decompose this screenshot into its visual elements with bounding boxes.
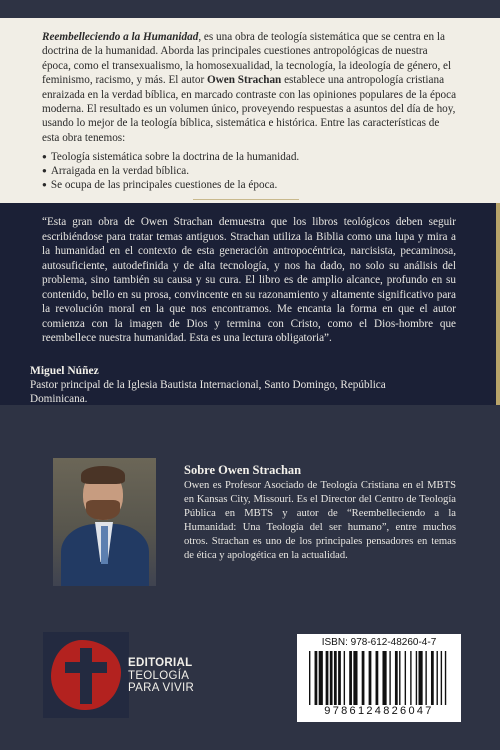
publisher-line-2: TEOLOGÍA [128, 669, 190, 682]
barcode-bar [334, 651, 337, 705]
photo-beard [86, 500, 120, 520]
isbn-label: ISBN: 978-612-48260-4-7 [321, 637, 437, 648]
barcode-bars [309, 651, 449, 705]
barcode-digits: 9786124826047 [324, 705, 434, 717]
barcode-bar [382, 651, 386, 705]
barcode-bar [410, 651, 411, 705]
endorser-role: Pastor principal de la Iglesia Bautista Internacional, Santo Domingo, República Dominicana. [30, 379, 386, 405]
book-title: Reembelleciendo a la Humanidad [42, 31, 199, 43]
barcode-bar [419, 651, 423, 705]
feature-item: ● Teología sistemática sobre la doctrina de la humanidad. [42, 151, 458, 165]
barcode-bar [405, 651, 406, 705]
feature-item: ● Se ocupa de las principales cuestiones de la época. [42, 179, 458, 193]
author-name-inline: Owen Strachan [206, 74, 282, 87]
divider [193, 199, 299, 200]
barcode-bar [353, 651, 357, 705]
photo-tie [101, 526, 108, 564]
barcode-bar [395, 651, 398, 705]
barcode-bar [315, 651, 318, 705]
author-photo [53, 458, 156, 586]
cross-icon [80, 648, 92, 704]
barcode-bar [362, 651, 365, 705]
feature-list [42, 151, 458, 192]
barcode-bar [344, 651, 345, 705]
barcode-bar [326, 651, 329, 705]
barcode-bar [376, 651, 379, 705]
barcode-bar [399, 651, 400, 705]
barcode-bar [369, 651, 372, 705]
endorser-name: Miguel Núñez [30, 365, 99, 377]
barcode-bar [389, 651, 390, 705]
isbn-barcode [297, 634, 461, 722]
endorsement-quote: “Esta gran obra de Owen Strachan demuestra que los libros teológicos deben seguir escribiéndose para tratar temas antiguos. Strachan utiliza la Biblia como una lupa y mira a la humanidad en el contexto de esta generación antropocéntrica, narcisista, pecaminosa, autosuficiente, autodefinida y de alta tecnología, y nos ha dado, no solo su análisis del problema, sino también su causa y su cura. El libro es de amplio alcance, profundo en su contenido, bello en su prosa, convincente en su razonamiento y altamente significativo para la revolución moral en la que nos encontramos. Me encanta la forma en que el autor comienza con la imagen de Dios y termina con Cristo, como el Dios-hombre que reembellece nuestra humanidad. Esta es una lectura obligatoria”. [42, 216, 456, 344]
description-text-2: establece una antropología cristiana enraizada en la verdad bíblica, en marcado contraste con las opiniones populares de la época moderna. El resultado es un volumen único, proveyendo respuestas a asuntos del día de hoy, usando lo mejor de la teología bíblica, sistemática e histórica. Entre las características de esta obra tenemos: [42, 74, 457, 144]
about-text: Owen es Profesor Asociado de Teología Cristiana en el MBTS en Kansas City, Missouri. Es el Director del Centro de Teología Pública en MBTS y autor de “Reembelleciendo a la Humanidad: Una Teología del ser humano”, entre muchos otros. Strachan es uno de los principales pensadores en temas de ética y apologética en la actualidad. [184, 480, 456, 562]
description-text-1: , es una obra de teología sistemática que se centra en la doctrina de la humanidad. Aborda las principales cuestiones antropológicas de nuestra época, como el transexualismo, la homosexualidad, la tecnología, la ideología de género, el feminismo, racismo, y más. El autor [42, 31, 452, 87]
barcode-bar [445, 651, 446, 705]
cross-bar [65, 662, 107, 673]
barcode-bar [437, 651, 438, 705]
book-description [42, 30, 458, 145]
barcode-bar [425, 651, 426, 705]
publisher-line-3: PARA VIVIR [128, 682, 195, 694]
publisher-line-1: EDITORIAL [128, 657, 193, 669]
feature-item: ● Arraigada en la verdad bíblica. [42, 165, 458, 179]
barcode-bar [431, 651, 434, 705]
photo-hair [81, 466, 125, 484]
gold-edge [496, 203, 500, 405]
barcode-bar [441, 651, 442, 705]
top-border [0, 0, 500, 18]
publisher-logo [43, 632, 129, 718]
barcode-bar [349, 651, 352, 705]
barcode-bar [416, 651, 417, 705]
barcode-bar [338, 651, 341, 705]
about-title: Sobre Owen Strachan [184, 463, 302, 477]
barcode-bar [330, 651, 333, 705]
barcode-bar [309, 651, 310, 705]
barcode-bar [319, 651, 323, 705]
publisher-name [128, 657, 194, 695]
